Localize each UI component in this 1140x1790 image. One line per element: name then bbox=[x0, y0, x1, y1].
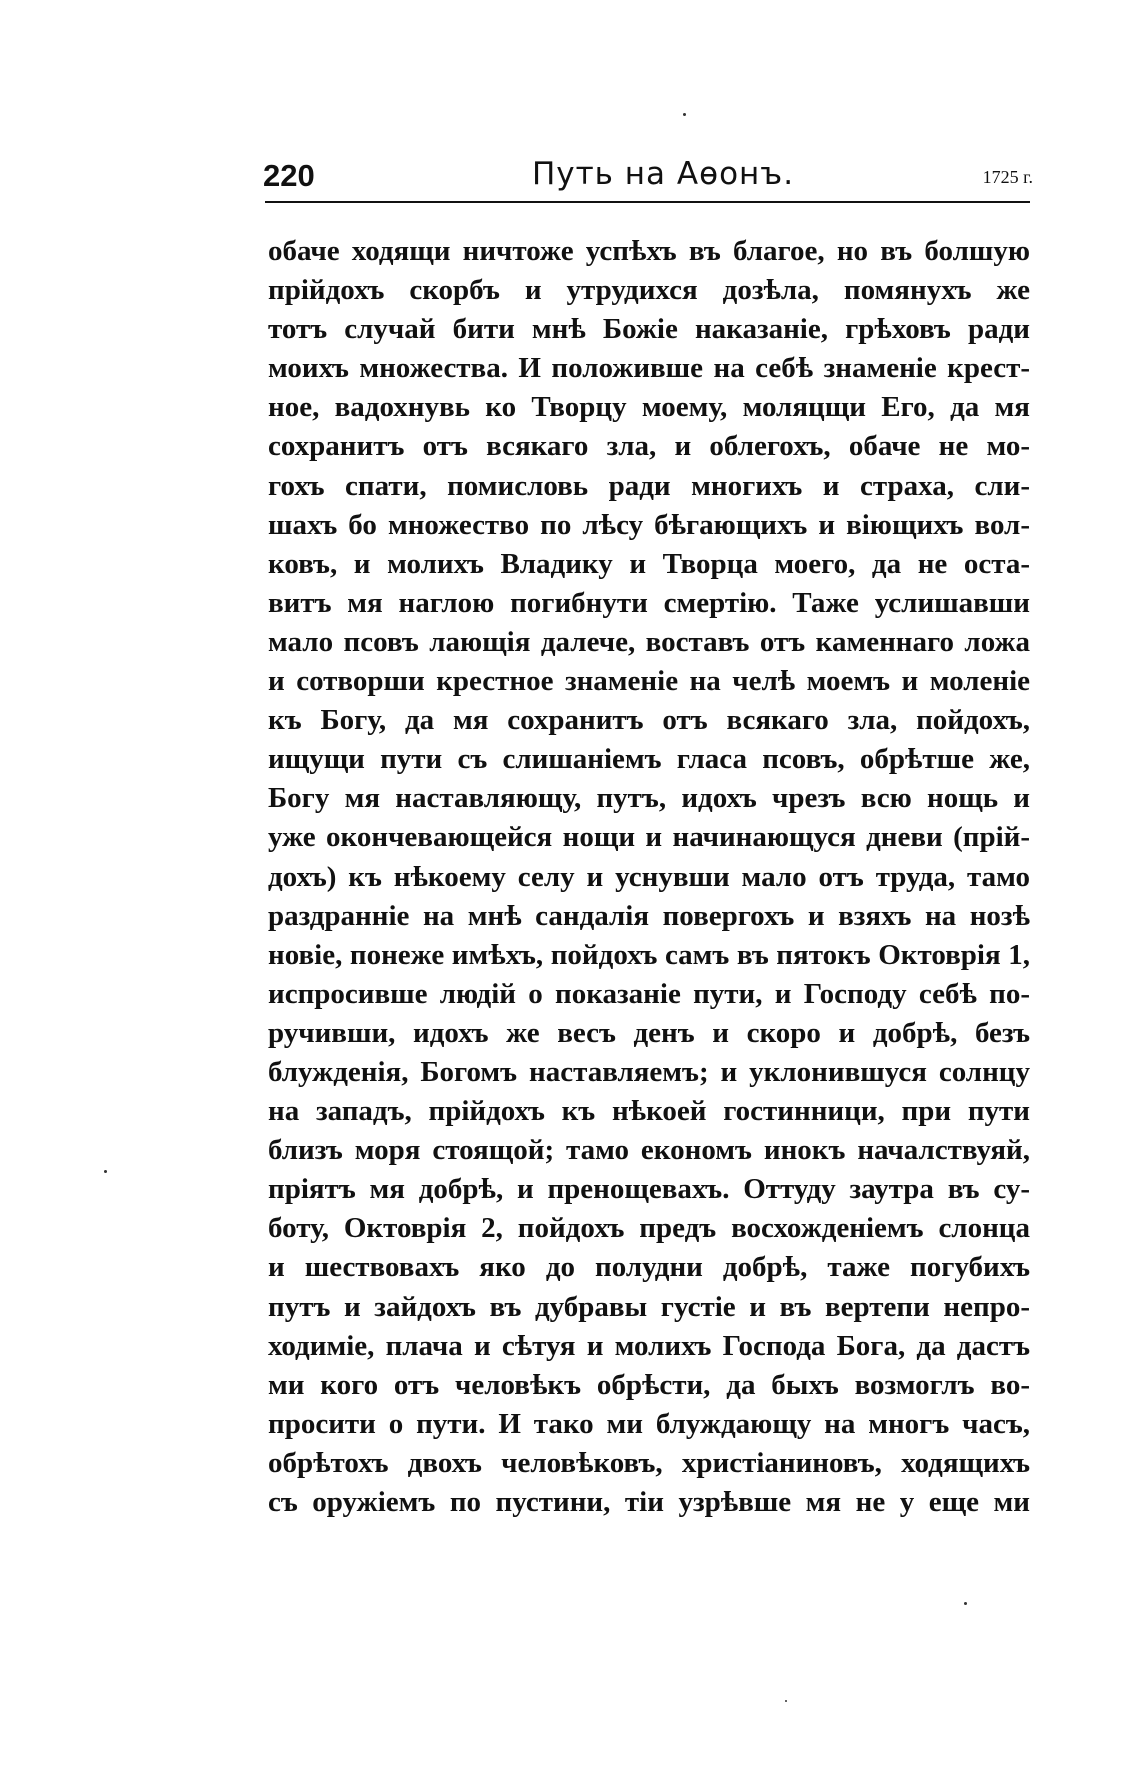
text-line: блужденія, Богомъ наставляемъ; и уклонившуся солнцу bbox=[268, 1055, 1030, 1088]
scan-speck bbox=[104, 1170, 107, 1173]
text-line: ходиміе, плача и сѣтуя и молихъ Господа Бога, да дастъ bbox=[268, 1329, 1030, 1362]
year-marker: 1725 г. bbox=[982, 167, 1033, 187]
scan-speck bbox=[683, 113, 686, 116]
text-line: Богу мя наставляющу, путъ, идохъ чрезъ всю нощь и bbox=[268, 782, 1030, 815]
text-line: ковъ, и молихъ Владику и Творца моего, да не оста- bbox=[268, 547, 1030, 580]
page-number: 220 bbox=[263, 158, 315, 193]
text-line: уже окончевающейся нощи и начинающуся дневи (прій- bbox=[268, 821, 1030, 854]
text-line: испросивше людій о показаніе пути, и Господу себѣ по- bbox=[268, 977, 1030, 1010]
text-line: пріятъ мя добрѣ, и пренощевахъ. Оттуду заутра въ су- bbox=[268, 1173, 1030, 1206]
text-line: витъ мя наглою погибнути смертію. Таже услишавши bbox=[268, 586, 1030, 619]
text-line: ми кого отъ человѣкъ обрѣсти, да быхъ возмоглъ во- bbox=[268, 1368, 1030, 1401]
text-line: мало псовъ лающія далече, воставъ отъ каменнаго ложа bbox=[268, 625, 1030, 658]
text-line: ручивши, идохъ же весъ денъ и скоро и добрѣ, безъ bbox=[268, 1016, 1030, 1049]
text-line: раздранніе на мнѣ сандалія повергохъ и взяхъ на нозѣ bbox=[268, 899, 1030, 932]
text-line: дохъ) къ нѣкоему селу и уснувши мало отъ труда, тамо bbox=[268, 860, 1030, 893]
text-line: моихъ множества. И положивше на себѣ знаменіе крест- bbox=[268, 352, 1030, 385]
text-line: ищущи пути съ слишаніемъ гласа псовъ, обрѣтше же, bbox=[268, 743, 1030, 776]
body-text bbox=[268, 232, 1030, 1522]
text-line: новіе, понеже имѣхъ, пойдохъ самъ въ пятокъ Октоврія 1, bbox=[268, 938, 1030, 971]
text-line: боту, Октоврія 2, пойдохъ предъ восхожденіемъ слонца bbox=[268, 1212, 1030, 1245]
text-line: близъ моря стоящой; тамо економъ инокъ началствуяй, bbox=[268, 1134, 1030, 1167]
text-line: обаче ходящи ничтоже успѣхъ въ благое, но въ болшую bbox=[268, 235, 1030, 267]
text-line: обрѣтохъ двохъ человѣковъ, христіаниновъ, ходящихъ bbox=[268, 1446, 1030, 1479]
text-line: гохъ спати, помисловь ради многихъ и страха, сли- bbox=[268, 469, 1030, 502]
text-line: и шествовахъ яко до полудни добрѣ, таже погубихъ bbox=[268, 1251, 1030, 1284]
text-line: и сотворши крестное знаменіе на челѣ моемъ и моленіе bbox=[268, 665, 1030, 698]
text-line: тотъ случай бити мнѣ Божіе наказаніе, грѣховъ ради bbox=[268, 313, 1030, 346]
scan-speck bbox=[785, 1700, 787, 1702]
text-line: съ оружіемъ по пустини, тіи узрѣвше мя не у еще ми bbox=[268, 1486, 1030, 1518]
text-line: къ Богу, да мя сохранитъ отъ всякаго зла, пойдохъ, bbox=[268, 704, 1030, 737]
header-rule bbox=[265, 201, 1030, 203]
text-line: путъ и зайдохъ въ дубравы густіе и въ вертепи непро- bbox=[268, 1290, 1030, 1323]
text-line: просити о пути. И тако ми блуждающу на многъ часъ, bbox=[268, 1407, 1030, 1440]
text-line: прійдохъ скорбъ и утрудихся дозѣла, помянухъ же bbox=[268, 274, 1030, 307]
text-line: сохранитъ отъ всякаго зла, и облегохъ, обаче не мо- bbox=[268, 430, 1030, 463]
page-header bbox=[263, 150, 1033, 198]
running-title: Путь на Аѳонъ. bbox=[531, 156, 795, 192]
text-line: на западъ, прійдохъ къ нѣкоей гостинници, при пути bbox=[268, 1095, 1030, 1128]
scan-speck bbox=[964, 1602, 967, 1605]
text-line: шахъ бо множество по лѣсу бѣгающихъ и віющихъ вол- bbox=[268, 508, 1030, 541]
text-line: ное, вадохнувь ко Творцу моему, моляцщи Его, да мя bbox=[268, 391, 1030, 424]
